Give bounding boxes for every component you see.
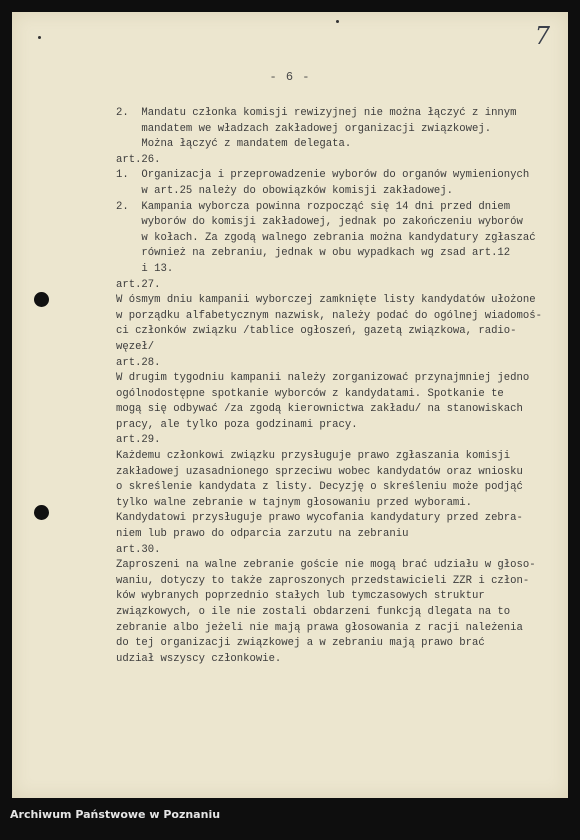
text-line: zakładowej uzasadnionego sprzeciwu wobec kandydatów oraz wniosku: [116, 465, 523, 478]
text-line: art.26.: [116, 153, 161, 166]
archive-name: Archiwum Państwowe w Poznaniu: [10, 808, 221, 821]
text-line: W drugim tygodniu kampanii należy zorganizować przynajmniej jedno: [116, 372, 530, 385]
punch-hole: [34, 505, 49, 520]
text-line: tylko walne zebranie w tajnym głosowaniu przed wyborami.: [116, 496, 473, 509]
text-line: ci członków związku /tablice ogłoszeń, gazetą związkowa, radio-: [116, 325, 517, 338]
punch-hole: [34, 292, 49, 307]
ink-dot: [38, 36, 41, 39]
text-line: zebranie albo jeżeli nie mają prawa głosowania z racji należenia: [116, 621, 523, 634]
text-line: w kołach. Za zgodą walnego zebrania można kandydatury zgłaszać: [116, 231, 536, 244]
text-line: niem lub prawo do odparcia zarzutu na zebraniu: [116, 528, 409, 541]
text-line: waniu, dotyczy to także zaproszonych przedstawicieli ZZR i człon-: [116, 574, 530, 587]
text-line: wyborów do komisji zakładowej, jednak po zakończeniu wyborów: [116, 216, 523, 229]
text-line: udział wszyscy członkowie.: [116, 652, 282, 665]
text-line: ogólnodostępne spotkanie wyborców z kandydatami. Spotkanie te: [116, 387, 504, 400]
text-line: Zaproszeni na walne zebranie goście nie mogą brać udziału w głoso-: [116, 559, 536, 572]
text-line: 1. Organizacja i przeprowadzenie wyborów do organów wymienionych: [116, 169, 530, 182]
text-line: do tej organizacji związkowej a w zebraniu mają prawo brać: [116, 637, 485, 650]
text-line: w porządku alfabetycznym nazwisk, należy podać do ogólnej wiadomoś-: [116, 309, 542, 322]
text-line: Każdemu członkowi związku przysługuje prawo zgłaszania komisji: [116, 450, 511, 463]
document-text: [116, 106, 576, 667]
text-line: art.29.: [116, 434, 161, 447]
text-line: art.28.: [116, 356, 161, 369]
text-line: Kandydatowi przysługuje prawo wycofania kandydatury przed zebra-: [116, 512, 523, 525]
text-line: 2. Kampania wyborcza powinna rozpocząć się 14 dni przed dniem: [116, 200, 511, 213]
text-line: w art.25 należy do obowiązków komisji zakładowej.: [116, 184, 453, 197]
text-line: związkowych, o ile nie zostali obdarzeni funkcją dlegata na to: [116, 606, 511, 618]
text-line: o skreślenie kandydata z listy. Decyzję o skreśleniu może podjąć: [116, 481, 523, 494]
text-line: również na zebraniu, jednak w obu wypadkach wg zsad art.12: [116, 247, 511, 260]
text-line: ków wybranych poprzednio stałych lub tymczasowych struktur: [116, 590, 485, 603]
text-line: mandatem we władzach zakładowej organizacji związkowej.: [116, 122, 492, 135]
text-line: W ósmym dniu kampanii wyborczej zamknięte listy kandydatów ułożone: [116, 294, 536, 307]
page-number: - 6 -: [269, 70, 311, 84]
text-line: art.30.: [116, 543, 161, 556]
text-line: 2. Mandatu członka komisji rewizyjnej nie można łączyć z innym: [116, 107, 517, 119]
document-page: [12, 12, 568, 798]
text-line: Można łączyć z mandatem delegata.: [116, 138, 352, 151]
folio-number: 7: [534, 22, 550, 50]
text-line: mogą się odbywać /za zgodą kierownictwa zakładu/ na stanowiskach: [116, 403, 523, 416]
footer-bar: [0, 798, 580, 840]
ink-dot: [336, 20, 339, 23]
text-line: pracy, ale tylko poza godzinami pracy.: [116, 418, 358, 431]
text-line: art.27.: [116, 278, 161, 291]
text-line: węzeł/: [116, 340, 155, 353]
text-line: i 13.: [116, 262, 174, 275]
